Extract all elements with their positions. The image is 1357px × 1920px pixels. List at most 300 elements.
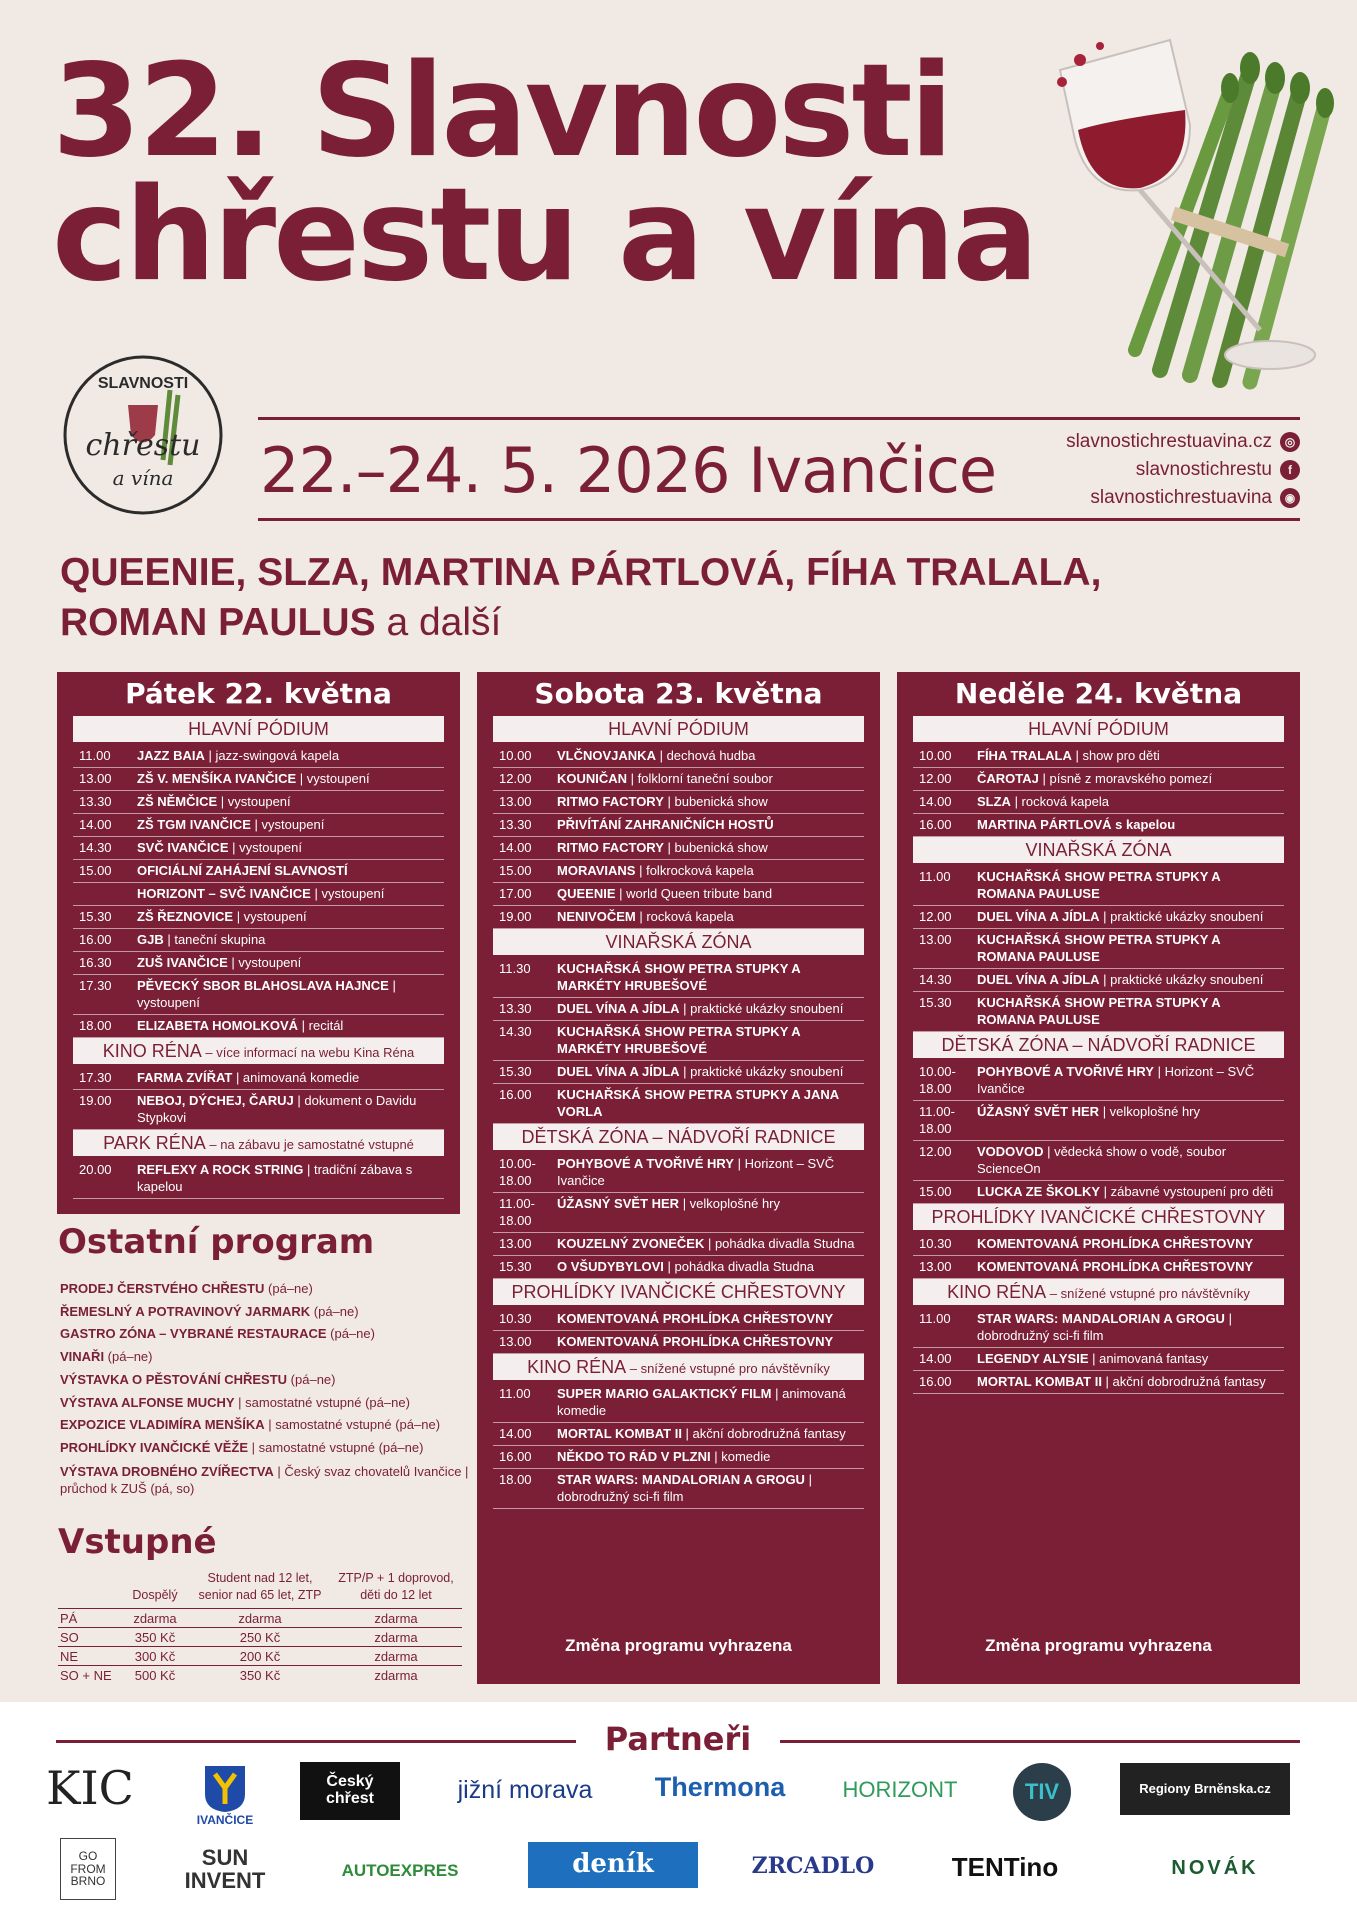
program-name: MORTAL KOMBAT II: [557, 1426, 682, 1441]
program-description: [557, 770, 860, 787]
program-name: ČAROTAJ: [977, 771, 1039, 786]
program-time: 12.00: [919, 771, 952, 786]
program-detail: | písně z moravského pomezí: [1038, 771, 1213, 786]
event-date: 22.–24. 5. 2026 Ivančice: [260, 434, 997, 507]
program-detail: | dokument o Davidu Stypkovi: [137, 1093, 417, 1125]
program-time: 10.00: [499, 748, 532, 763]
program-description: [557, 960, 860, 994]
program-name: OFICIÁLNÍ ZAHÁJENÍ SLAVNOSTÍ: [137, 863, 348, 878]
program-row: [73, 860, 444, 883]
program-row: [493, 1153, 864, 1193]
program-description: [977, 971, 1280, 988]
program-name: SLZA: [977, 794, 1011, 809]
section-subtitle: – snížené vstupné pro návštěvníky: [1046, 1286, 1250, 1301]
program-detail: | vědecká show o vodě, soubor ScienceOn: [977, 1144, 1227, 1176]
program-time: 11.00: [919, 869, 951, 884]
program-time: 12.00: [499, 771, 532, 786]
admission-cell: PÁ: [58, 1609, 120, 1628]
partner-logo-tentino[interactable]: TENTino: [951, 1852, 1059, 1883]
program-description: [557, 1235, 860, 1252]
partner-logo-denik[interactable]: deník: [528, 1842, 698, 1888]
program-detail: | velkoplošné hry: [679, 1196, 781, 1211]
program-row: [73, 745, 444, 768]
program-description: [137, 816, 440, 833]
program-description: [557, 885, 860, 902]
program-name: ÚŽASNÝ SVĚT HER: [557, 1196, 680, 1211]
admission-row: [58, 1628, 462, 1647]
program-name: ÚŽASNÝ SVĚT HER: [977, 1104, 1100, 1119]
program-name: HORIZONT – SVČ IVANČICE: [137, 886, 311, 901]
program-time: 14.30: [79, 840, 112, 855]
other-program-name: GASTRO ZÓNA – VYBRANÉ RESTAURACE: [60, 1326, 327, 1342]
program-description: [557, 1023, 860, 1057]
program-time: 15.30: [499, 1064, 532, 1079]
program-description: [137, 1017, 440, 1034]
headliner-roman-paulus: ROMAN PAULUS: [60, 601, 376, 644]
other-program-item: [60, 1414, 470, 1437]
section-subtitle: – snížené vstupné pro návštěvníky: [626, 1361, 830, 1376]
section-header: [493, 1124, 864, 1150]
program-time: 13.00: [919, 1259, 952, 1274]
program-name: SVČ IVANČICE: [137, 840, 229, 855]
program-row: [493, 1084, 864, 1124]
program-name: KOMENTOVANÁ PROHLÍDKA CHŘESTOVNY: [977, 1236, 1254, 1251]
program-time: 14.00: [499, 840, 532, 855]
program-row: [493, 1193, 864, 1233]
program-row: [493, 1256, 864, 1279]
program-description: [977, 908, 1280, 925]
admission-cell: 500 Kč: [120, 1666, 190, 1685]
program-time: 13.30: [79, 794, 112, 809]
program-time: 11.00: [499, 1386, 531, 1401]
program-description: [977, 994, 1280, 1028]
program-description: [137, 793, 440, 810]
facebook-label: slavnostichrestu: [1135, 459, 1272, 480]
program-description: [137, 1069, 440, 1086]
admission-cell: zdarma: [190, 1609, 330, 1628]
section-subtitle: – více informací na webu Kina Réna: [201, 1045, 415, 1060]
admission-cell: 200 Kč: [190, 1647, 330, 1666]
other-program-name: PRODEJ ČERSTVÉHO CHŘESTU: [60, 1281, 265, 1296]
program-detail: | dechová hudba: [655, 748, 756, 763]
program-name: PĚVECKÝ SBOR BLAHOSLAVA HAJNCE: [137, 978, 389, 993]
program-change-note: Změna programu vyhrazena: [985, 1636, 1212, 1655]
program-description: [977, 1103, 1280, 1137]
program-detail: | world Queen tribute band: [615, 886, 773, 901]
program-detail: | vystoupení: [310, 886, 385, 901]
other-program-item: [60, 1278, 470, 1301]
section-name: VINAŘSKÁ ZÓNA: [605, 932, 752, 952]
program-description: [557, 1258, 860, 1275]
admission-cell: 300 Kč: [120, 1647, 190, 1666]
section-header: [493, 1354, 864, 1380]
program-row: [493, 1021, 864, 1061]
program-time: 11.00-18.00: [499, 1196, 535, 1228]
program-detail: | velkoplošné hry: [1099, 1104, 1201, 1119]
section-name: PARK RÉNA: [103, 1133, 206, 1153]
program-row: [73, 837, 444, 860]
program-row: [73, 906, 444, 929]
program-name: PŘIVÍTÁNÍ ZAHRANIČNÍCH HOSTŮ: [557, 817, 774, 832]
program-time: 15.30: [919, 995, 952, 1010]
section-header: [493, 1279, 864, 1305]
program-name: KOMENTOVANÁ PROHLÍDKA CHŘESTOVNY: [557, 1311, 834, 1326]
program-description: [137, 862, 440, 879]
program-time: 17.30: [79, 978, 112, 993]
program-name: KUCHAŘSKÁ SHOW PETRA STUPKY A ROMANA PAULUSE: [977, 932, 1221, 964]
headliners-line-1: QUEENIE, SLZA, MARTINA PÁRTLOVÁ, FÍHA TRALALA,: [60, 551, 1102, 594]
program-row: [493, 860, 864, 883]
program-name: ZŠ V. MENŠÍKA IVANČICE: [137, 771, 297, 786]
program-name: ZŠ ŘEZNOVICE: [137, 909, 234, 924]
program-time: 12.00: [919, 909, 952, 924]
program-detail: | dobrodružný sci-fi film: [977, 1311, 1232, 1343]
program-time: 16.00: [499, 1449, 532, 1464]
program-detail: | taneční skupina: [163, 932, 266, 947]
program-row: [493, 1061, 864, 1084]
program-detail: | tradiční zábava s kapelou: [137, 1162, 413, 1194]
program-name: RITMO FACTORY: [557, 794, 664, 809]
program-time: 10.30: [499, 1311, 532, 1326]
program-row: [913, 814, 1284, 837]
program-detail: | recitál: [298, 1018, 344, 1033]
section-header: [913, 837, 1284, 863]
program-time: 14.00: [79, 817, 112, 832]
facebook-link[interactable]: [1066, 456, 1300, 484]
program-detail: | rocková kapela: [1010, 794, 1109, 809]
program-time: 14.30: [499, 1024, 532, 1039]
admission-cell: zdarma: [330, 1647, 462, 1666]
section-subtitle: – na zábavu je samostatné vstupné: [205, 1137, 414, 1152]
admission-cell: 250 Kč: [190, 1628, 330, 1647]
program-row: [493, 1423, 864, 1446]
partner-logo-regiony-brnenska[interactable]: Regiony Brněnska.cz: [1120, 1763, 1290, 1815]
partner-logo-novak[interactable]: NOVÁK: [1171, 1856, 1259, 1879]
program-description: [557, 1425, 860, 1442]
program-detail: | vystoupení: [228, 840, 302, 855]
partner-logo-tiv[interactable]: TIV: [1013, 1763, 1071, 1821]
section-header: [73, 1038, 444, 1064]
program-row: [493, 837, 864, 860]
program-description: [557, 839, 860, 856]
other-program-name: VÝSTAVA DROBNÉHO ZVÍŘECTVA: [60, 1463, 274, 1479]
program-name: LEGENDY ALYSIE: [977, 1351, 1089, 1366]
section-header: [913, 1279, 1284, 1305]
program-time: 18.00: [79, 1018, 112, 1033]
program-time: 14.30: [919, 972, 952, 987]
section-name: DĚTSKÁ ZÓNA – NÁDVOŘÍ RADNICE: [521, 1127, 836, 1147]
program-detail: | animovaná komedie: [232, 1070, 360, 1085]
program-row: [493, 1446, 864, 1469]
program-name: DUEL VÍNA A JÍDLA: [977, 972, 1100, 987]
globe-icon: ◎: [1280, 432, 1300, 452]
other-program-item: [60, 1392, 470, 1415]
program-row: [913, 906, 1284, 929]
day-title: Pátek 22. května: [125, 677, 392, 710]
program-time: 11.30: [499, 961, 531, 976]
partners-divider-right: [780, 1740, 1300, 1743]
program-name: JAZZ BAIA: [137, 748, 205, 763]
partner-logo-jizni-morava[interactable]: jižní morava: [457, 1775, 593, 1804]
program-time: 16.00: [499, 1087, 532, 1102]
program-name: KUCHAŘSKÁ SHOW PETRA STUPKY A MARKÉTY HRUBEŠOVÉ: [557, 1024, 801, 1056]
program-name: MARTINA PÁRTLOVÁ s kapelou: [977, 817, 1176, 832]
other-program-name: PROHLÍDKY IVANČICKÉ VĚŽE: [60, 1439, 249, 1455]
section-header: [913, 1032, 1284, 1058]
other-program-detail: (pá–ne): [310, 1303, 359, 1319]
program-description: [977, 1183, 1280, 1200]
program-description: [557, 793, 860, 810]
program-name: VODOVOD: [977, 1144, 1044, 1159]
program-time: 20.00: [79, 1162, 112, 1177]
other-program-name: VÝSTAVA ALFONSE MUCHY: [60, 1394, 235, 1410]
other-program-item: [60, 1346, 470, 1369]
program-time: 10.00-18.00: [919, 1064, 956, 1096]
other-program-list: [60, 1278, 470, 1497]
other-program-name: ŘEMESLNÝ A POTRAVINOVÝ JARMARK: [60, 1303, 311, 1319]
program-row: [493, 791, 864, 814]
program-row: [493, 998, 864, 1021]
logo-top-text: SLAVNOSTI: [97, 375, 189, 392]
program-time: 19.00: [79, 1093, 112, 1108]
program-time: 13.30: [499, 817, 532, 832]
day-title: Neděle 24. května: [954, 677, 1243, 710]
program-name: REFLEXY A ROCK STRING: [137, 1162, 304, 1177]
program-detail: | praktické ukázky snoubení: [679, 1001, 844, 1016]
program-time: 19.00: [499, 909, 532, 924]
other-program-detail: | samostatné vstupné (pá–ne): [234, 1394, 410, 1410]
program-description: [977, 770, 1280, 787]
program-row: [913, 1101, 1284, 1141]
program-description: [977, 1373, 1280, 1390]
program-detail: | animovaná fantasy: [1088, 1351, 1209, 1366]
program-description: [137, 954, 440, 971]
program-description: [137, 1092, 440, 1126]
section-name: HLAVNÍ PÓDIUM: [188, 719, 329, 739]
partners-title: Partneři: [604, 1720, 752, 1758]
program-row: [913, 791, 1284, 814]
program-description: [557, 1155, 860, 1189]
program-time: 10.00-18.00: [499, 1156, 536, 1188]
program-description: [977, 1143, 1280, 1177]
program-time: 13.30: [499, 1001, 532, 1016]
program-name: KOMENTOVANÁ PROHLÍDKA CHŘESTOVNY: [557, 1334, 834, 1349]
program-row: [493, 1469, 864, 1509]
partner-logo-ivancice[interactable]: [185, 1758, 265, 1832]
program-row: [913, 1308, 1284, 1348]
program-name: POHYBOVÉ A TVOŘIVÉ HRY: [557, 1156, 734, 1171]
program-row: [913, 1061, 1284, 1101]
wine-asparagus-illustration: [1050, 30, 1340, 400]
title-line-2: chřestu a vína: [52, 161, 1036, 310]
program-row: [493, 1383, 864, 1423]
partner-logo-sun-invent[interactable]: SUN INVENT: [184, 1844, 266, 1893]
section-name: KINO RÉNA: [947, 1282, 1047, 1302]
program-description: [557, 1086, 860, 1120]
headliners: [60, 548, 1260, 648]
program-name: KUCHAŘSKÁ SHOW PETRA STUPKY A JANA VORLA: [557, 1087, 839, 1119]
program-name: KUCHAŘSKÁ SHOW PETRA STUPKY A ROMANA PAULUSE: [977, 869, 1221, 901]
website-link[interactable]: [1066, 428, 1300, 456]
program-name: STAR WARS: MANDALORIAN A GROGU: [977, 1311, 1225, 1326]
partner-logo-thermona[interactable]: Thermona: [654, 1771, 786, 1802]
program-detail: | jazz-swingová kapela: [204, 748, 340, 763]
program-name: GJB: [137, 932, 164, 947]
program-time: 17.00: [499, 886, 532, 901]
other-program-name: VÝSTAVKA O PĚSTOVÁNÍ CHŘESTU: [60, 1371, 288, 1387]
other-program-item: [60, 1369, 470, 1392]
program-description: [977, 747, 1280, 764]
program-description: [977, 793, 1280, 810]
admission-cell: NE: [58, 1647, 120, 1666]
program-name: FÍHA TRALALA: [977, 748, 1072, 763]
admission-cell: 350 Kč: [120, 1628, 190, 1647]
instagram-link[interactable]: [1066, 484, 1300, 512]
program-description: [557, 1000, 860, 1017]
program-row: [73, 1015, 444, 1038]
program-row: [913, 969, 1284, 992]
section-name: DĚTSKÁ ZÓNA – NÁDVOŘÍ RADNICE: [941, 1035, 1256, 1055]
program-detail: | rocková kapela: [635, 909, 734, 924]
partner-logo-kic[interactable]: KIC: [46, 1760, 134, 1815]
program-time: 13.00: [499, 794, 532, 809]
section-header: [913, 1204, 1284, 1230]
admission-cell: SO + NE: [58, 1666, 120, 1685]
program-description: [977, 1310, 1280, 1344]
program-time: 18.00: [499, 1472, 532, 1487]
admission-row: [58, 1647, 462, 1666]
program-description: [557, 1385, 860, 1419]
program-detail: | vystoupení: [250, 817, 325, 832]
program-detail: | vystoupení: [217, 794, 291, 809]
program-time: 13.00: [919, 932, 952, 947]
program-row: [73, 883, 444, 906]
program-row: [493, 1233, 864, 1256]
other-program-detail: (pá–ne): [264, 1281, 313, 1296]
partner-logo-horizont[interactable]: HORIZONT: [842, 1777, 958, 1803]
program-name: DUEL VÍNA A JÍDLA: [557, 1001, 680, 1016]
program-description: [137, 977, 440, 1011]
program-description: [137, 908, 440, 925]
program-name: STAR WARS: MANDALORIAN A GROGU: [557, 1472, 805, 1487]
program-name: DUEL VÍNA A JÍDLA: [557, 1064, 680, 1079]
program-name: ZŠ NĚMČICE: [137, 794, 218, 809]
program-name: ELIZABETA HOMOLKOVÁ: [137, 1018, 299, 1033]
program-row: [913, 745, 1284, 768]
program-name: KUCHAŘSKÁ SHOW PETRA STUPKY A MARKÉTY HRUBEŠOVÉ: [557, 961, 801, 993]
program-description: [557, 816, 860, 833]
program-description: [137, 885, 440, 902]
other-program-item: [60, 1437, 470, 1460]
program-name: MORAVIANS: [557, 863, 636, 878]
program-description: [137, 931, 440, 948]
date-bar: [258, 417, 1300, 521]
program-row: [493, 1308, 864, 1331]
program-description: [977, 868, 1280, 902]
program-detail: | animovaná komedie: [557, 1386, 846, 1418]
program-time: 11.00: [79, 748, 111, 763]
program-time: 10.30: [919, 1236, 952, 1251]
program-description: [137, 1161, 440, 1195]
program-description: [557, 908, 860, 925]
section-header: [493, 716, 864, 742]
program-detail: | pohádka divadla Studna: [704, 1236, 855, 1251]
program-detail: | vystoupení: [137, 978, 396, 1010]
program-description: [557, 1063, 860, 1080]
program-detail: | Horizont – SVČ Ivančice: [977, 1064, 1255, 1096]
other-program-item: [60, 1460, 470, 1497]
program-description: [977, 1063, 1280, 1097]
program-name: RITMO FACTORY: [557, 840, 664, 855]
program-detail: | Horizont – SVČ Ivančice: [557, 1156, 835, 1188]
admission-header: ZTP/P + 1 doprovod, děti do 12 let: [338, 1571, 454, 1602]
day-column-saturday: [477, 672, 880, 1684]
program-time: 16.00: [919, 817, 952, 832]
partner-logo-cesky-chrest[interactable]: Český chřest: [300, 1762, 400, 1820]
program-row: [493, 883, 864, 906]
program-time: 13.00: [79, 771, 112, 786]
section-name: KINO RÉNA: [527, 1357, 627, 1377]
festival-logo: [58, 350, 228, 520]
partner-logo-go-from-brno[interactable]: GO FROM BRNO: [60, 1838, 116, 1900]
program-time: 14.00: [919, 794, 952, 809]
program-description: [557, 1310, 860, 1327]
instagram-label: slavnostichrestuavina: [1090, 487, 1272, 508]
other-program-item: [60, 1323, 470, 1346]
program-row: [73, 1067, 444, 1090]
program-detail: | vystoupení: [227, 955, 302, 970]
program-detail: | praktické ukázky snoubení: [1099, 972, 1264, 987]
admission-table: [58, 1570, 462, 1685]
program-row: [73, 791, 444, 814]
day-column-sunday: [897, 672, 1300, 1684]
program-row: [913, 1181, 1284, 1204]
program-detail: | show pro děti: [1071, 748, 1160, 763]
program-detail: | zábavné vystoupení pro děti: [1100, 1184, 1274, 1199]
program-detail: | pohádka divadla Studna: [663, 1259, 815, 1274]
program-description: [557, 1448, 860, 1465]
program-name: NENIVOČEM: [557, 909, 636, 924]
program-detail: | praktické ukázky snoubení: [679, 1064, 844, 1079]
program-description: [557, 1195, 860, 1229]
other-program-detail: (pá–ne): [326, 1326, 375, 1342]
program-row: [913, 1256, 1284, 1279]
instagram-icon: ◉: [1280, 488, 1300, 508]
program-name: KOMENTOVANÁ PROHLÍDKA CHŘESTOVNY: [977, 1259, 1254, 1274]
partner-logo-autoexpres[interactable]: AUTOEXPRES: [341, 1861, 459, 1881]
program-row: [73, 768, 444, 791]
program-time: 12.00: [919, 1144, 952, 1159]
ivancice-label: IVANČICE: [196, 1812, 254, 1827]
section-name: PROHLÍDKY IVANČICKÉ CHŘESTOVNY: [931, 1207, 1266, 1227]
admission-row: [58, 1609, 462, 1628]
program-detail: | komedie: [710, 1449, 771, 1464]
program-description: [977, 1235, 1280, 1252]
admission-header: Dospělý: [132, 1588, 178, 1602]
program-time: 13.00: [499, 1236, 532, 1251]
program-row: [73, 1090, 444, 1130]
partner-logo-zrcadlo[interactable]: ZRCADLO: [751, 1853, 875, 1880]
other-program-detail: (pá–ne): [104, 1349, 153, 1365]
program-row: [913, 866, 1284, 906]
logo-middle-text: chřestu: [85, 428, 201, 463]
program-row: [913, 992, 1284, 1032]
program-description: [557, 862, 860, 879]
program-row: [913, 1233, 1284, 1256]
admission-header: [58, 1570, 120, 1609]
website-label: slavnostichrestuavina.cz: [1066, 431, 1272, 452]
section-name: HLAVNÍ PÓDIUM: [608, 719, 749, 739]
